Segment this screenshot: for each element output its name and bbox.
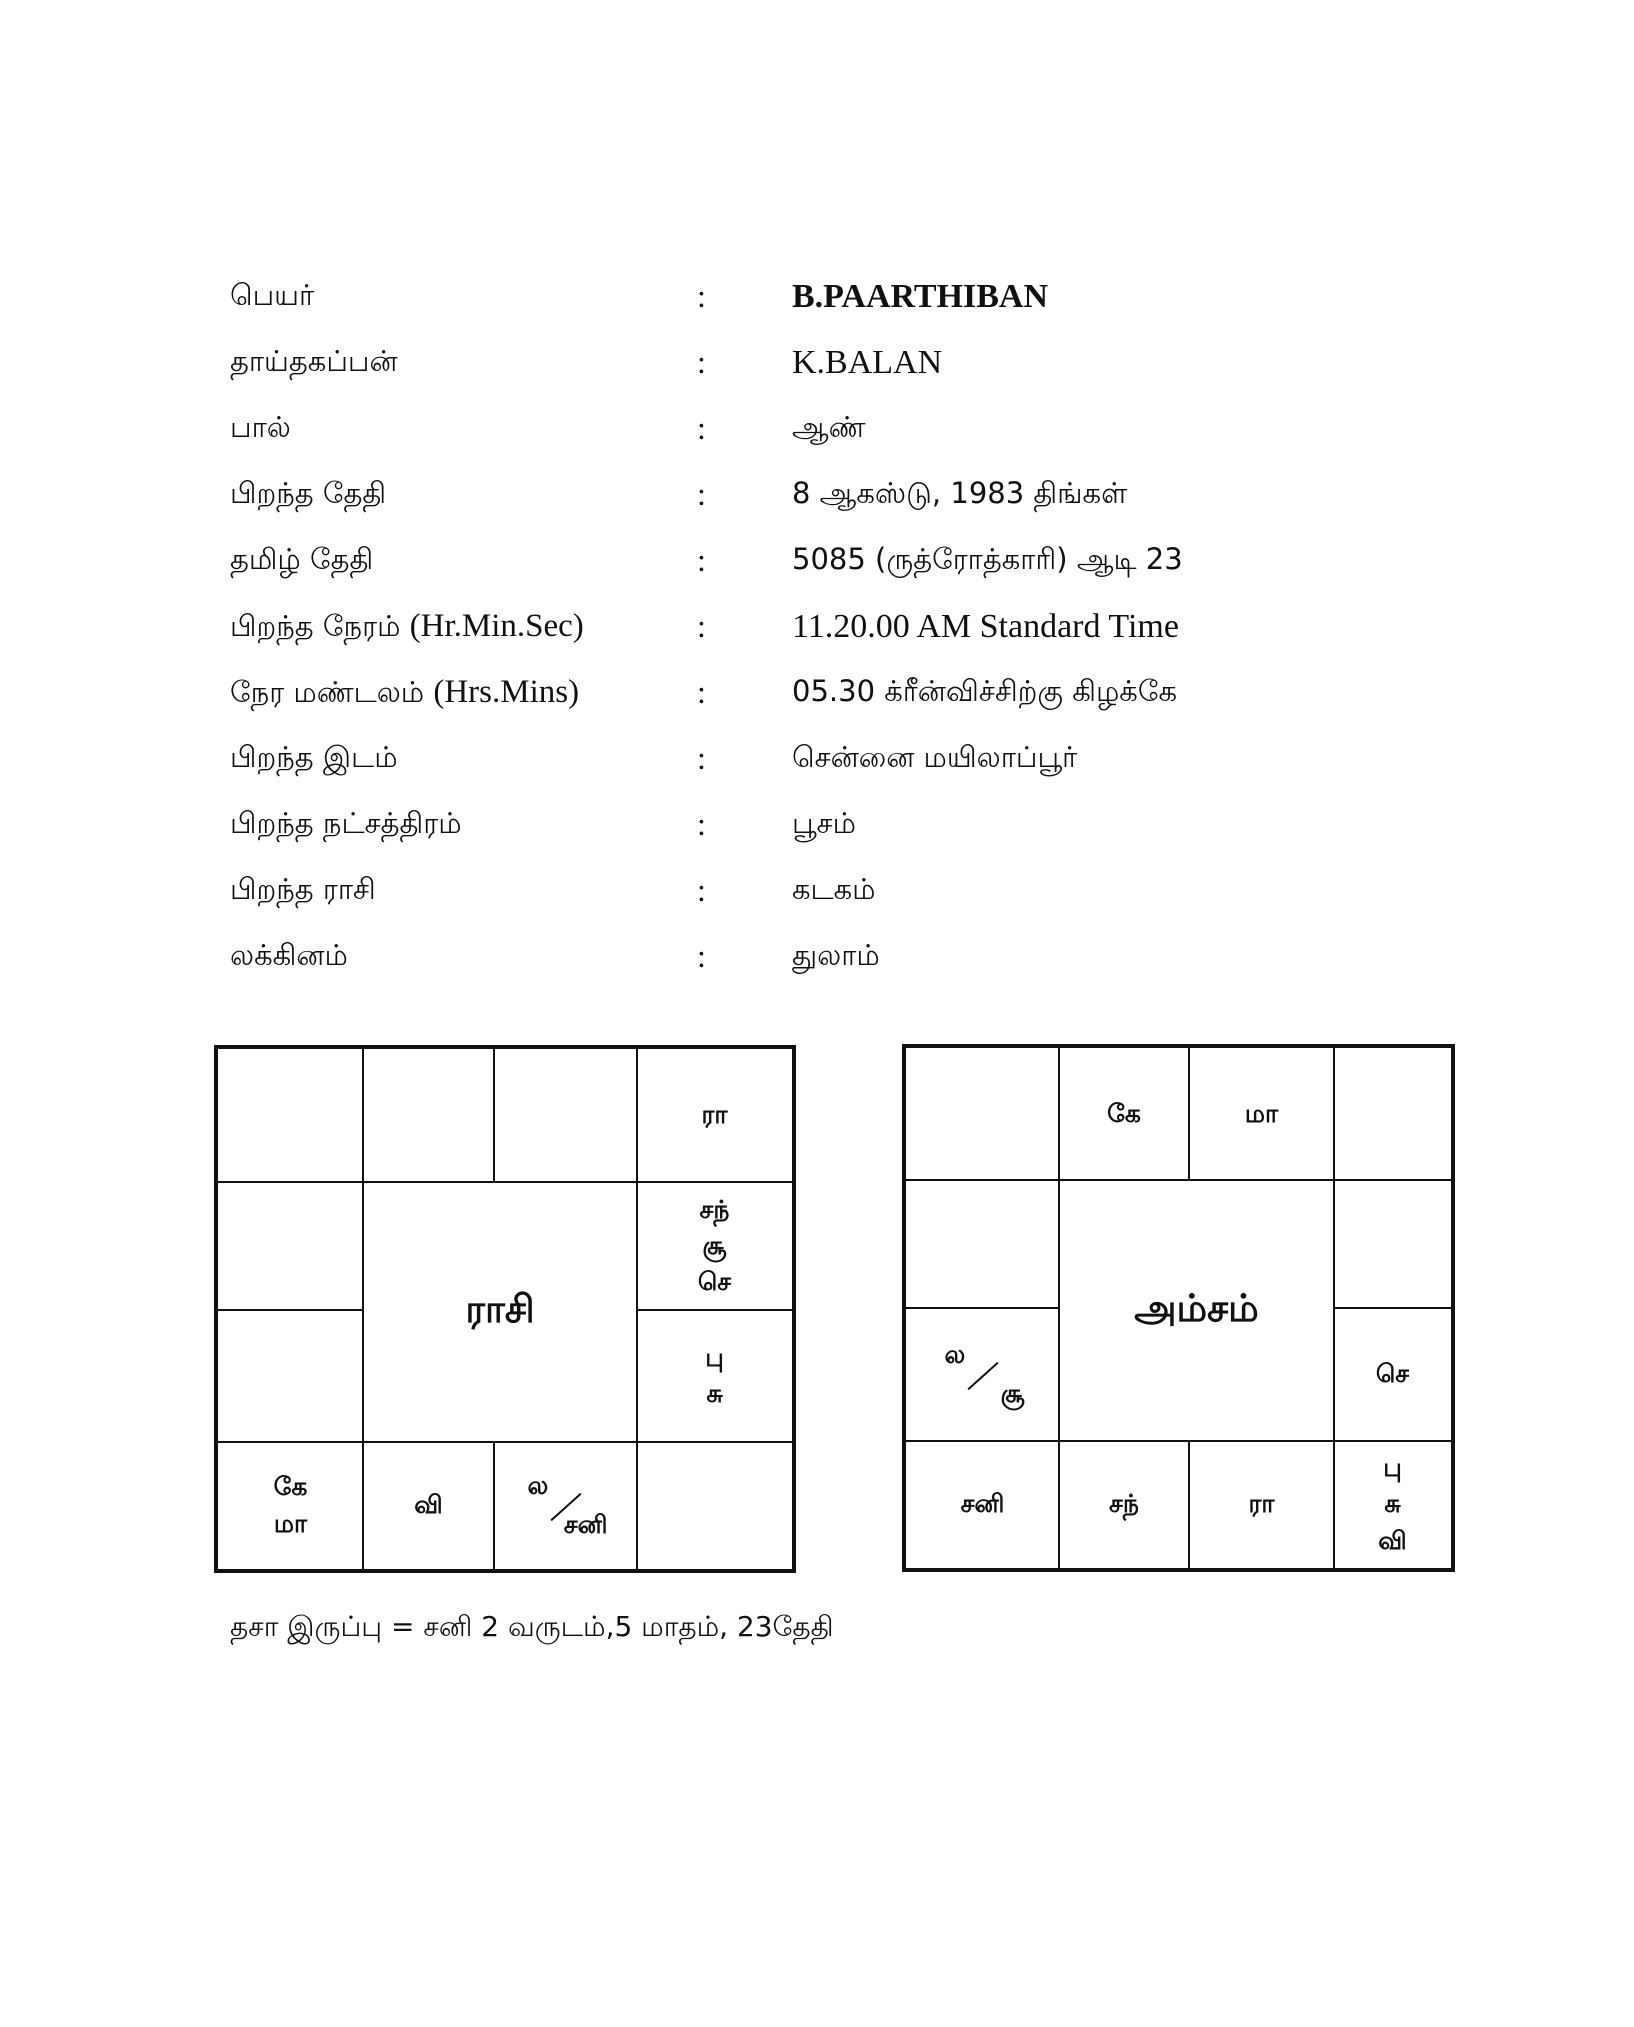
rasi-house [217,1309,364,1443]
detail-row-tamil-date [230,532,1330,598]
planet-abbrev: சந் [1109,1489,1139,1519]
detail-label: பிறந்த ராசி [230,872,376,906]
detail-colon: : [697,938,706,974]
detail-label: பிறந்த இடம் [230,740,398,774]
detail-colon: : [697,608,706,644]
detail-colon: : [697,344,706,380]
detail-value: K.BALAN [792,344,943,381]
rasi-house [636,1309,793,1443]
detail-value: 5085 (ருத்ரோத்காரி) ஆடி 23 [792,542,1183,576]
planet-abbrev: சு [1384,1489,1401,1519]
amsam-house [905,1047,1060,1181]
detail-value: ஆண் [792,410,866,444]
detail-label: பிறந்த நேரம் (Hr.Min.Sec) [230,608,584,644]
detail-row-birth-rasi [230,862,1330,928]
rasi-planet: சனி [563,1510,608,1540]
amsam-house [1333,1307,1452,1442]
detail-label: பிறந்த தேதி [230,476,387,510]
planet-abbrev: வி [1378,1525,1407,1555]
rasi-house [217,1048,364,1183]
detail-label: தமிழ் தேதி [230,542,374,576]
detail-row-time-zone [230,664,1330,730]
detail-colon: : [697,278,706,314]
rasi-house [362,1441,495,1570]
planet-abbrev: பு [705,1342,724,1372]
planet-abbrev: ரா [701,1100,728,1130]
rasi-chart [214,1045,796,1573]
detail-label: பால் [230,410,291,444]
planet-abbrev: செ [1375,1359,1410,1389]
rasi-house [217,1441,364,1570]
amsam-house [1333,1047,1452,1181]
rasi-house [636,1441,793,1570]
divider-slash [967,1361,998,1389]
detail-row-birth-place [230,730,1330,796]
detail-colon: : [697,410,706,446]
rasi-house [217,1181,364,1311]
planet-abbrev: சு [706,1379,723,1408]
rasi-house [493,1048,638,1183]
planet-abbrev: கே [273,1472,308,1502]
planet-abbrev: செ [697,1267,732,1297]
rasi-house [362,1048,495,1183]
detail-row-gender [230,400,1330,466]
detail-label: நேர மண்டலம் (Hrs.Mins) [230,674,580,710]
amsam-house [1188,1440,1335,1569]
detail-value: துலாம் [792,938,880,972]
planet-abbrev: வி [414,1490,443,1520]
detail-colon: : [697,806,706,842]
detail-value: 11.20.00 AM Standard Time [792,608,1179,645]
birth-details [230,268,1330,994]
detail-colon: : [697,872,706,908]
detail-colon: : [697,476,706,512]
planet-abbrev: ரா [1248,1489,1275,1519]
detail-row-name [230,268,1330,334]
rasi-lagnam-split [518,1468,614,1544]
detail-value: 8 ஆகஸ்டு, 1983 திங்கள் [792,476,1128,510]
detail-value: 05.30 க்ரீன்விச்சிற்கு கிழக்கே [792,674,1178,708]
rasi-house [636,1048,793,1183]
dasa-balance: தசா இருப்பு = சனி 2 வருடம்,5 மாதம், 23தேதி [230,1610,834,1643]
detail-value: சென்னை மயிலாப்பூர் [792,740,1078,774]
rasi-house [493,1441,638,1570]
detail-label: லக்கினம் [230,938,348,972]
detail-label: பெயர் [230,278,315,312]
rasi-lagnam-mark: ல [527,1470,549,1500]
detail-value: பூசம் [792,806,856,840]
amsam-house [1058,1440,1190,1569]
rasi-house [636,1181,793,1311]
planet-abbrev: மா [273,1508,308,1538]
amsam-house [905,1440,1060,1569]
rasi-chart-title: ராசி [362,1181,638,1443]
detail-colon: : [697,740,706,776]
detail-colon: : [697,674,706,710]
detail-colon: : [697,542,706,578]
planet-abbrev: சனி [960,1489,1005,1519]
amsam-house [1058,1047,1190,1181]
detail-row-parent [230,334,1330,400]
detail-label: பிறந்த நட்சத்திரம் [230,806,462,840]
planet-abbrev: மா [1244,1098,1279,1128]
amsam-house [1333,1440,1452,1569]
amsam-lagnam-split [935,1337,1031,1413]
amsam-house [905,1307,1060,1442]
detail-row-birth-time [230,598,1330,664]
detail-label: தாய்தகப்பன் [230,344,398,378]
detail-row-birth-date [230,466,1330,532]
detail-value: கடகம் [792,872,876,906]
amsam-house [905,1179,1060,1309]
detail-value: B.PAARTHIBAN [792,278,1049,315]
planet-abbrev: பு [1383,1453,1402,1483]
amsam-lagnam-mark: ல [944,1339,966,1369]
amsam-house [1333,1179,1452,1309]
amsam-chart [902,1044,1455,1572]
amsam-planet: சூ [1000,1379,1025,1409]
detail-row-birth-star [230,796,1330,862]
amsam-chart-title: அம்சம் [1058,1179,1335,1442]
detail-row-lagnam [230,928,1330,994]
planet-abbrev: சூ [702,1230,727,1260]
amsam-house [1188,1047,1335,1181]
planet-abbrev: சந் [699,1194,730,1224]
planet-abbrev: கே [1107,1098,1141,1128]
